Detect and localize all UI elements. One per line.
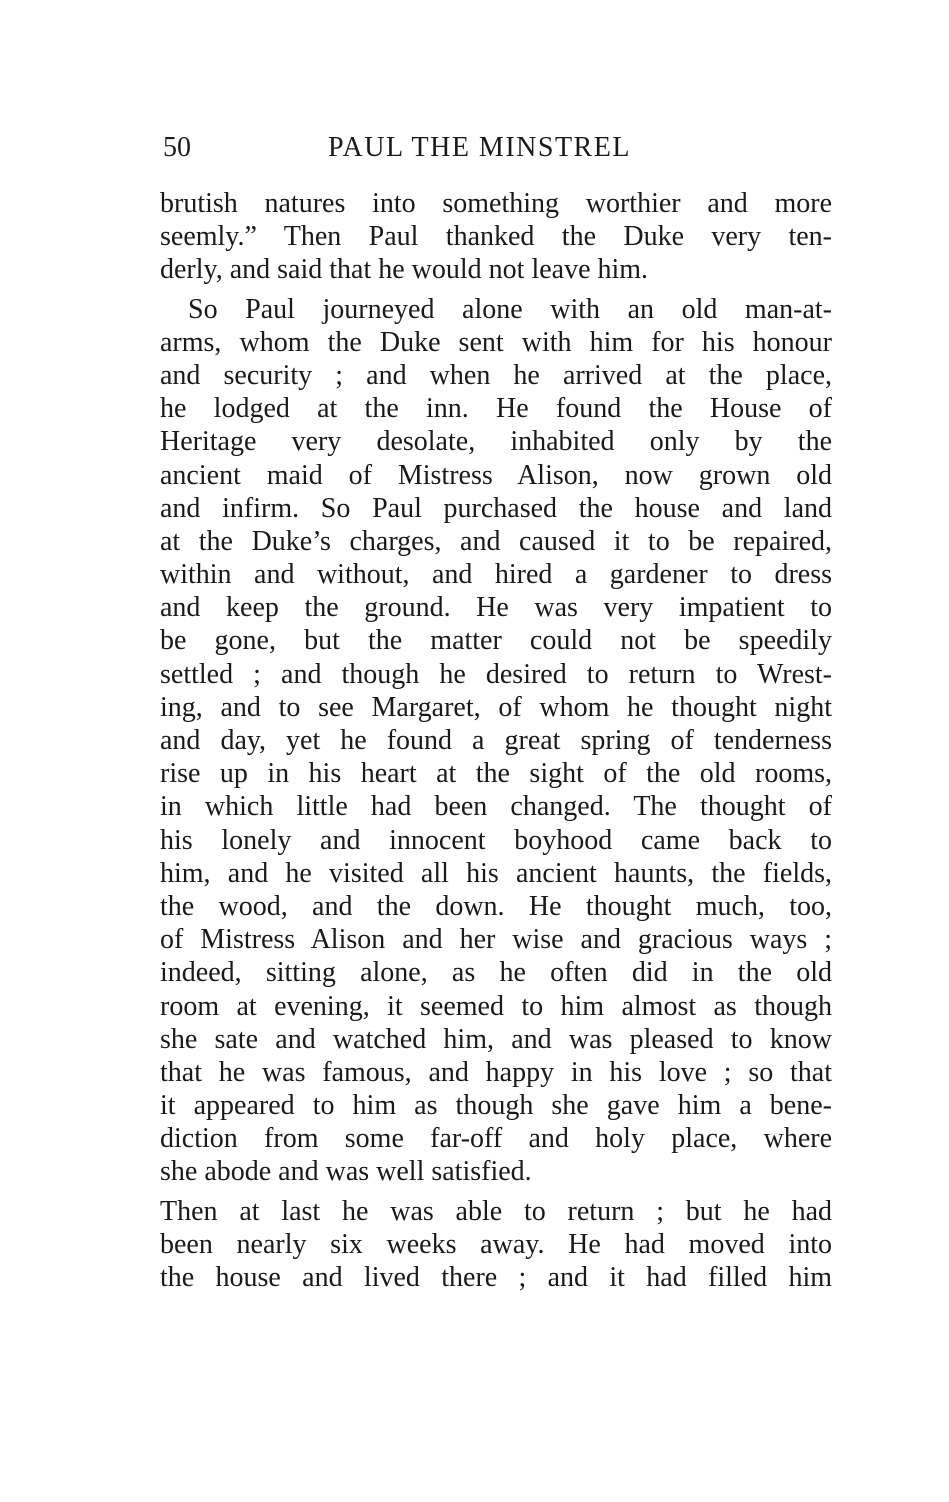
text-line: and keep the ground. He was very impatient to xyxy=(160,592,832,624)
text-line: the house and lived there ; and it had filled him xyxy=(160,1262,832,1293)
text-line: indeed, sitting alone, as he often did in the old xyxy=(160,957,832,989)
text-line: and security ; and when he arrived at the place, xyxy=(160,359,832,391)
text-line: diction from some far-off and holy place, where xyxy=(160,1123,832,1155)
text-line: she sate and watched him, and was pleased to know xyxy=(160,1023,832,1055)
page-header xyxy=(163,128,833,168)
text-line: within and without, and hired a gardener to dress xyxy=(160,559,832,591)
text-line: Heritage very desolate, inhabited only by the xyxy=(160,426,832,458)
text-line: it appeared to him as though she gave him a bene- xyxy=(160,1090,832,1122)
text-line: his lonely and innocent boyhood came back to xyxy=(160,824,832,856)
text-line: he lodged at the inn. He found the House of xyxy=(160,393,832,425)
text-line: Then at last he was able to return ; but he had xyxy=(160,1195,832,1227)
text-line: ing, and to see Margaret, of whom he thought night xyxy=(160,691,832,723)
text-line: in which little had been changed. The thought of xyxy=(160,791,832,823)
body-text xyxy=(160,187,832,1294)
text-line: and infirm. So Paul purchased the house and land xyxy=(160,492,832,524)
text-line: she abode and was well satisfied. xyxy=(160,1156,532,1188)
text-line: and day, yet he found a great spring of tenderness xyxy=(160,725,832,756)
text-line: the wood, and the down. He thought much, too, xyxy=(160,890,832,922)
text-line: ancient maid of Mistress Alison, now grown old xyxy=(160,459,832,491)
text-line: of Mistress Alison and her wise and gracious ways ; xyxy=(160,924,832,956)
text-line: been nearly six weeks away. He had moved into xyxy=(160,1228,832,1260)
text-line: seemly.” Then Paul thanked the Duke very ten- xyxy=(160,221,832,253)
text-line: settled ; and though he desired to return to Wrest- xyxy=(160,658,832,690)
text-line: So Paul journeyed alone with an old man-at- xyxy=(188,293,832,325)
text-line: arms, whom the Duke sent with him for his honour xyxy=(160,326,832,358)
text-line: rise up in his heart at the sight of the old rooms, xyxy=(160,758,832,790)
text-line: brutish natures into something worthier and more xyxy=(160,188,832,219)
text-line: at the Duke’s charges, and caused it to be repaired, xyxy=(160,525,832,557)
running-title: PAUL THE MINSTREL xyxy=(328,132,631,163)
text-line: that he was famous, and happy in his love ; so that xyxy=(160,1056,832,1088)
text-line: room at evening, it seemed to him almost as though xyxy=(160,990,832,1022)
page-number: 50 xyxy=(163,132,191,163)
text-line: derly, and said that he would not leave him. xyxy=(160,254,649,286)
text-line: be gone, but the matter could not be speedily xyxy=(160,625,832,657)
text-line: him, and he visited all his ancient haunts, the fields, xyxy=(160,857,832,889)
